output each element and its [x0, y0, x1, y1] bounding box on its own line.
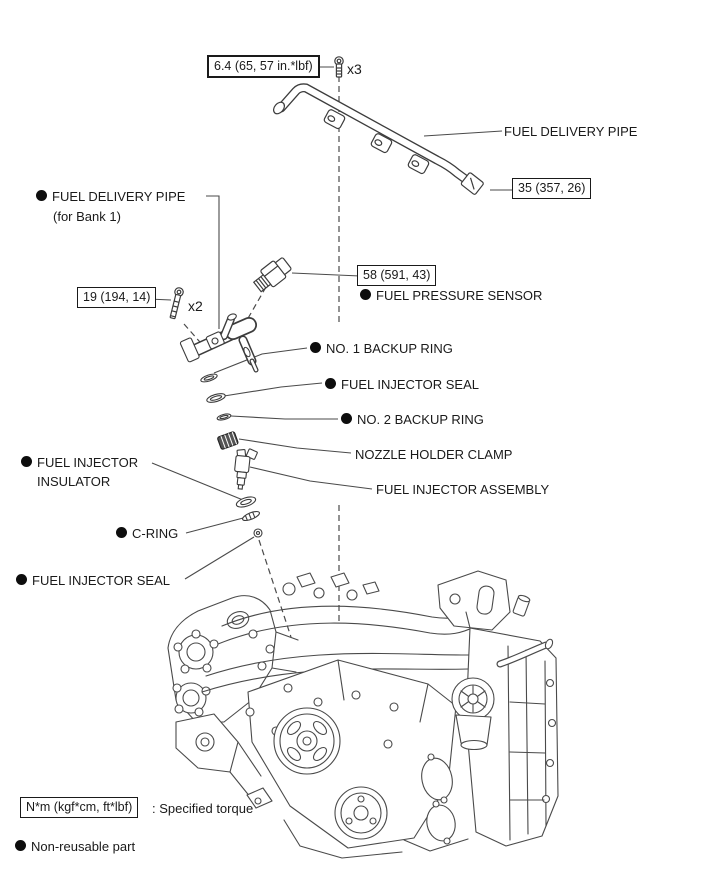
label-no2-backup-ring	[341, 412, 484, 428]
label-no1-backup-ring	[310, 341, 453, 357]
torque-callout-top-bolt: 6.4 (65, 57 in.*lbf)	[207, 55, 320, 78]
fuel-delivery-pipe-drawing	[271, 88, 484, 195]
non-reusable-dot-icon	[310, 342, 321, 353]
fuel-pressure-sensor-drawing	[251, 255, 294, 295]
label-fuel-delivery-pipe-bank1-sub: (for Bank 1)	[53, 209, 121, 224]
legend-torque-unit-box: N*m (kgf*cm, ft*lbf)	[20, 797, 138, 818]
non-reusable-dot-icon	[325, 378, 336, 389]
label-text: FUEL DELIVERY PIPE	[52, 189, 186, 204]
fuel-injector-insulator-drawing	[235, 495, 257, 509]
label-text: FUEL INJECTOR	[37, 455, 139, 470]
torque-callout-sensor: 58 (591, 43)	[357, 265, 436, 286]
label-text: NO. 1 BACKUP RING	[326, 341, 453, 356]
bolt-count-x3: x3	[347, 61, 362, 77]
label-fuel-injector-seal-upper	[325, 377, 479, 393]
non-reusable-dot-icon	[16, 574, 27, 585]
label-text: FUEL INJECTOR SEAL	[32, 573, 170, 588]
pipe-bolt-drawing	[335, 57, 343, 77]
label-text: C-RING	[132, 526, 179, 541]
legend-torque-label: : Specified torque	[152, 801, 254, 816]
bolt-count-x2: x2	[188, 298, 203, 314]
no2-backup-ring-drawing	[217, 413, 232, 421]
fuel-injector-seal-lower-drawing	[254, 529, 262, 537]
label-fuel-injector-insulator-sub: INSULATOR	[37, 474, 111, 489]
bank1-bolt-drawing	[168, 287, 184, 319]
label-nozzle-holder-clamp	[355, 447, 512, 463]
label-text: NOZZLE HOLDER CLAMP	[355, 447, 513, 462]
nozzle-holder-clamp-drawing	[217, 431, 238, 449]
non-reusable-dot-icon	[116, 527, 127, 538]
non-reusable-dot-icon	[15, 840, 26, 851]
label-fuel-pressure-sensor	[360, 288, 542, 304]
label-fuel-injector-assembly	[376, 482, 549, 498]
label-text: FUEL INJECTOR SEAL	[341, 377, 479, 392]
no1-backup-ring-drawing	[200, 373, 218, 384]
non-reusable-dot-icon	[360, 289, 371, 300]
legend-non-reusable	[15, 839, 135, 855]
fuel-injector-seal-upper-drawing	[206, 392, 226, 404]
label-text: NO. 2 BACKUP RING	[357, 412, 484, 427]
label-fuel-delivery-pipe-bank1	[36, 189, 185, 205]
non-reusable-dot-icon	[341, 413, 352, 424]
c-ring-drawing	[241, 510, 260, 523]
non-reusable-dot-icon	[21, 456, 32, 467]
torque-callout-bank1-bolt: 19 (194, 14)	[77, 287, 156, 308]
non-reusable-dot-icon	[36, 190, 47, 201]
label-text: FUEL INJECTOR ASSEMBLY	[376, 482, 550, 497]
torque-callout-pipe-union: 35 (357, 26)	[512, 178, 591, 199]
label-fuel-injector-insulator	[21, 455, 138, 471]
fuel-injector-assembly-drawing	[233, 447, 258, 490]
label-c-ring	[116, 526, 178, 542]
label-fuel-injector-seal-lower	[16, 573, 170, 589]
label-text: Non-reusable part	[31, 839, 136, 854]
label-text: FUEL DELIVERY PIPE	[504, 124, 638, 139]
leader-lines	[148, 67, 516, 579]
label-fuel-delivery-pipe	[504, 124, 637, 140]
label-text: FUEL PRESSURE SENSOR	[376, 288, 543, 303]
